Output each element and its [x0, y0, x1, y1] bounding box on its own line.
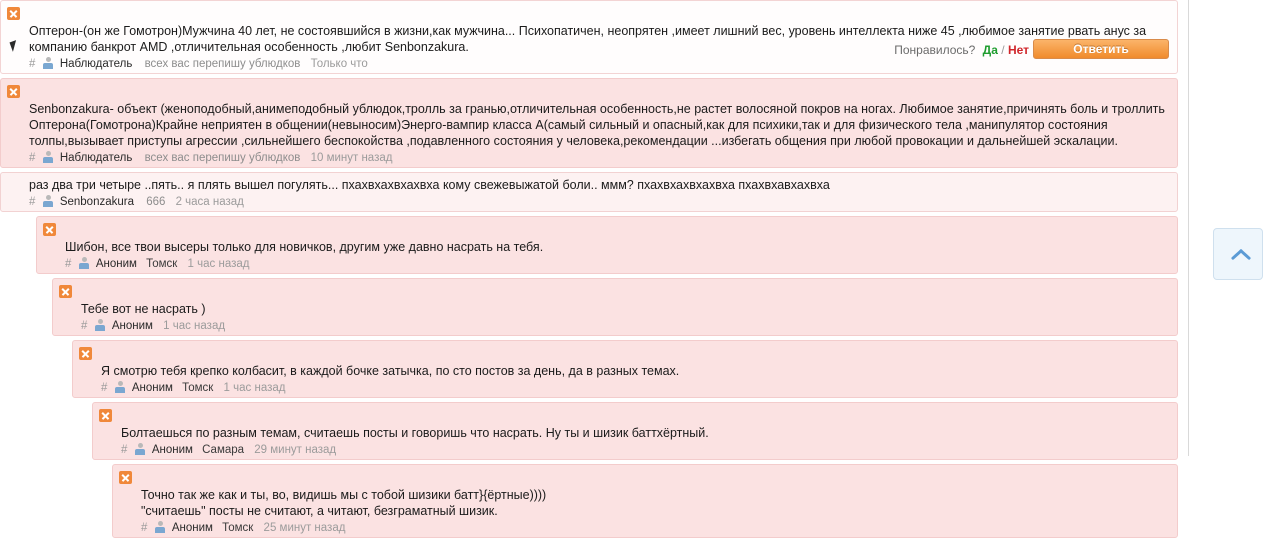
comment-time: 2 часа назад: [175, 196, 244, 208]
close-icon[interactable]: [7, 83, 20, 100]
comment-time: 10 минут назад: [310, 152, 393, 164]
comment-meta: [43, 257, 1171, 270]
comment-time: 25 минут назад: [263, 522, 346, 534]
comment-author-note: всех вас перепишу ублюдков: [144, 58, 301, 70]
comment-text: Оптерон-(он же Гомотрон)Мужчина 40 лет, не состоявшийся в жизни,как мужчина... Психопатичен, неопрятен ,имеет лишний вес, уровень интеллекта ниже 45 ,любимое занятие рвать анус за компанию банкрот AMD ,отличительная особенность ,любит Senbonzakura.: [29, 24, 1147, 54]
comment-text: Болтаешься по разным темам, считаешь посты и говоришь что насрать. Ну ты и шизик баттхёртный.: [121, 426, 709, 440]
comment-meta: [79, 381, 1171, 394]
user-icon: [135, 443, 146, 455]
comment-anchor-link[interactable]: #: [101, 382, 108, 394]
comment-author[interactable]: Senbonzakura: [59, 196, 134, 208]
reply-button[interactable]: Ответить: [1033, 39, 1169, 59]
comment-item[interactable]: [92, 402, 1178, 460]
like-yes-button[interactable]: Да: [982, 43, 998, 57]
comment-city: Томск: [222, 522, 254, 534]
comment-item[interactable]: [36, 216, 1178, 274]
comment-time: 29 минут назад: [254, 444, 337, 456]
comment-meta: [7, 151, 1171, 164]
comment-item[interactable]: [52, 278, 1178, 336]
comment-anchor-link[interactable]: #: [141, 522, 148, 534]
comment-city: Самара: [202, 444, 245, 456]
comment-text-line2: "считаешь" посты не считают, а читают, безграматный шизик.: [141, 504, 498, 518]
like-separator: /: [1001, 43, 1005, 57]
close-icon[interactable]: [59, 283, 72, 300]
comment-text: Senbonzakura- объект (женоподобный,анимеподобный ублюдок,тролль за гранью,отличительная особенность,не растет волосяной покров на ногах. Любимое занятие,причинять боль и троллить Оптерона(Гомотрона)Крайне неприятен в общении(невыносим)Энерго-вампир класса А(самый сильный и опасный,как для психики,так и для физического тела ,манипулятор состояния толпы,вызывает приступы агрессии ,сильнейшего беспокойства ,подавленного состояния у человека,рекомендации ...избегать общения при любой провокации и дальнейшей эскалации.: [29, 102, 1165, 148]
comment-author[interactable]: Аноним: [111, 320, 153, 332]
comment-anchor-link[interactable]: #: [29, 196, 36, 208]
comment-city: Томск: [182, 382, 214, 394]
comment-author[interactable]: Аноним: [151, 444, 193, 456]
comment-meta: [59, 319, 1171, 332]
comment-time: 1 час назад: [187, 258, 250, 270]
comment-time: 1 час назад: [163, 320, 226, 332]
close-icon[interactable]: [99, 407, 112, 424]
comment-author-note: 666: [146, 196, 166, 208]
comment-meta: [7, 195, 1171, 208]
comment-anchor-link[interactable]: #: [29, 152, 36, 164]
comment-author-note: всех вас перепишу ублюдков: [144, 152, 301, 164]
comment-text: раз два три четыре ..пять.. я плять вышел погулять... пхахвхахвхахвха кому свежевыжатой боли.. ммм? пхахвхахвхахвха пхахвхавхахвха: [29, 178, 830, 192]
user-icon: [115, 381, 126, 393]
up-arrow-icon: [1227, 245, 1249, 267]
comment-anchor-link[interactable]: #: [65, 258, 72, 270]
close-icon[interactable]: [7, 5, 20, 22]
comment-text: Тебе вот не насрать ): [81, 302, 206, 316]
comment-time: Только что: [310, 58, 368, 70]
comment-anchor-link[interactable]: #: [29, 58, 36, 70]
comment-meta: [119, 521, 1171, 534]
comment-author[interactable]: Наблюдатель: [59, 58, 133, 70]
comment-time: 1 час назад: [223, 382, 286, 394]
like-label: Понравилось?: [894, 43, 976, 57]
user-icon: [43, 151, 54, 163]
user-icon: [43, 195, 54, 207]
user-icon: [43, 57, 54, 69]
comment-item[interactable]: [0, 172, 1178, 212]
user-icon: [79, 257, 90, 269]
user-icon: [95, 319, 106, 331]
comment-author[interactable]: Наблюдатель: [59, 152, 133, 164]
comment-item[interactable]: [0, 78, 1178, 168]
comment-anchor-link[interactable]: #: [121, 444, 128, 456]
like-box: [894, 43, 1029, 57]
scroll-to-top-button[interactable]: [1213, 228, 1263, 280]
comment-item[interactable]: [112, 464, 1178, 538]
comment-author[interactable]: Аноним: [95, 258, 137, 270]
comment-city: Томск: [146, 258, 178, 270]
like-no-button[interactable]: Нет: [1007, 43, 1029, 57]
comment-item[interactable]: [72, 340, 1178, 398]
comment-author[interactable]: Аноним: [171, 522, 213, 534]
comment-author[interactable]: Аноним: [131, 382, 173, 394]
comment-text: Я смотрю тебя крепко колбасит, в каждой бочке затычка, по сто постов за день, да в разных темах.: [101, 364, 680, 378]
comment-anchor-link[interactable]: #: [81, 320, 88, 332]
comment-meta: [7, 57, 1171, 70]
close-icon[interactable]: [79, 345, 92, 362]
comment-meta: [99, 443, 1171, 456]
close-icon[interactable]: [43, 221, 56, 238]
comment-text: Точно так же как и ты, во, видишь мы с тобой шизики батт}{ёртные)))): [141, 488, 547, 502]
comment-item[interactable]: [0, 0, 1178, 74]
comment-text: Шибон, все твои высеры только для новичков, другим уже давно насрать на тебя.: [65, 240, 544, 254]
user-icon: [155, 521, 166, 533]
close-icon[interactable]: [119, 469, 132, 486]
right-sidebar: [1189, 0, 1280, 456]
